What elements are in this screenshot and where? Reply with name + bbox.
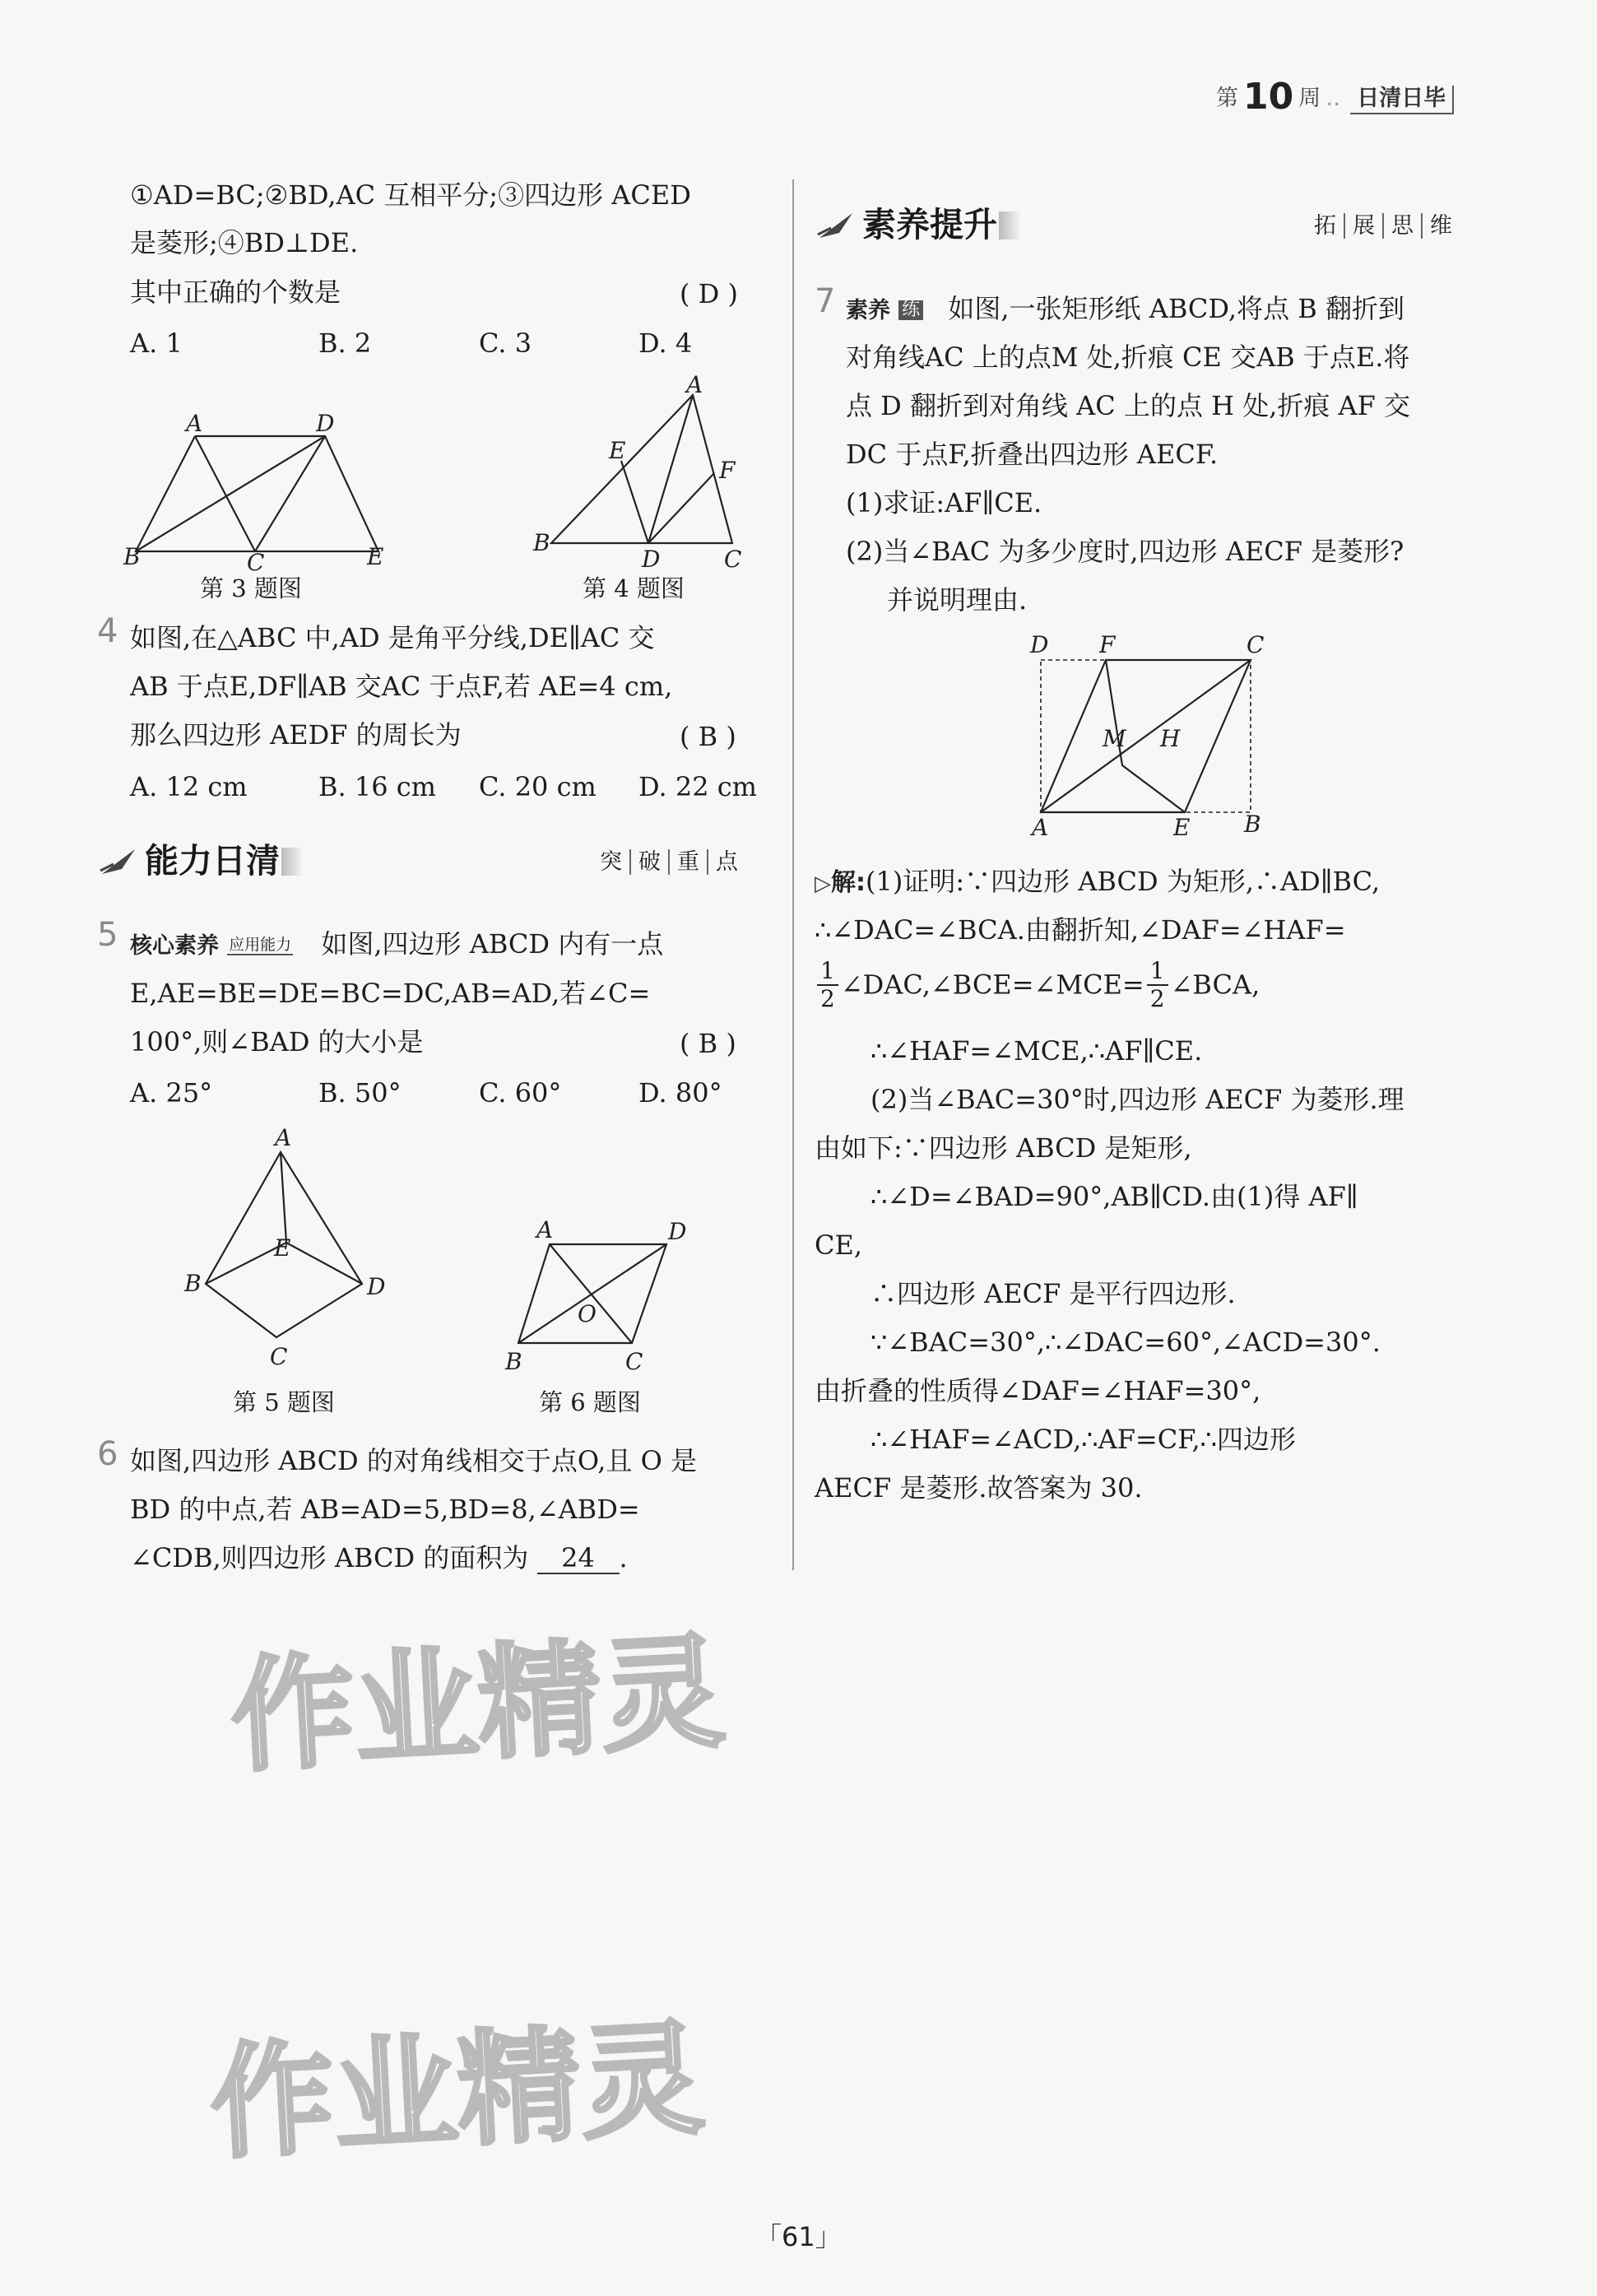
sub-char: 思	[1384, 213, 1423, 239]
figure-7	[1020, 630, 1275, 839]
q7-line3: 点 D 翻折到对角线 AC 上的点 H 处,折痕 AF 交	[846, 390, 1411, 421]
sub-char: 拓	[1307, 213, 1345, 239]
sub-char: 维	[1430, 213, 1452, 239]
q5-line3: 100°,则∠BAD 的大小是	[130, 1026, 424, 1057]
section-literacy	[815, 198, 1020, 246]
sub-char: 重	[670, 849, 708, 875]
fig7-label-m: M	[1103, 725, 1126, 752]
frac-den: 2	[820, 985, 835, 1012]
fig4-label-b: B	[533, 529, 550, 556]
fig3-label-d: D	[316, 411, 335, 437]
fraction-half	[817, 957, 838, 1012]
fig7-label-f: F	[1099, 631, 1116, 658]
q4-answer: ( B )	[680, 721, 736, 752]
q5-answer: ( B )	[680, 1028, 736, 1059]
solution-l2: ∴∠DAC=∠BCA.由翻折知,∠DAF=∠HAF=	[815, 914, 1346, 946]
q4-option-a: A. 12 cm	[130, 771, 248, 802]
q5-line1-wrap	[130, 930, 663, 959]
q7-sub2: (2)当∠BAC 为多少度时,四边形 AECF 是菱形?	[846, 536, 1404, 567]
title-shade	[999, 211, 1020, 239]
q3-stem: 其中正确的个数是	[130, 277, 341, 308]
q6-line3-wrap	[130, 1544, 628, 1574]
fraction-half	[1147, 957, 1168, 1012]
section-literacy-subtitle	[1307, 207, 1460, 239]
solution-l3a: ∠DAC,∠BCE=∠MCE=	[840, 969, 1144, 1001]
fig6-bd	[518, 1244, 666, 1343]
q7-line4: DC 于点F,折叠出四边形 AECF.	[846, 439, 1219, 470]
q5-option-d: D. 80°	[638, 1077, 722, 1108]
q3-answer: ( D )	[680, 278, 738, 309]
q4-line3: 那么四边形 AEDF 的周长为	[130, 719, 462, 751]
fig7-label-c: C	[1246, 631, 1265, 658]
q7-sub1: (1)求证:AF∥CE.	[846, 487, 1042, 518]
solution-l13: AECF 是菱形.故答案为 30.	[815, 1472, 1143, 1504]
solution-l7: ∴∠D=∠BAD=90°,AB∥CD.由(1)得 AF∥	[870, 1181, 1358, 1212]
solution-l3b: ∠BCA,	[1170, 969, 1260, 1001]
fig3-ac	[195, 436, 255, 551]
q5-option-c: C. 60°	[479, 1077, 562, 1108]
fig4-caption: 第 4 题图	[583, 574, 685, 602]
fig3-outline	[136, 436, 378, 551]
section-ability-subtitle	[592, 844, 745, 876]
q5-line1: 如图,四边形 ABCD 内有一点	[321, 928, 664, 960]
fig5-label-d: D	[367, 1273, 386, 1300]
fig4-label-d: D	[642, 546, 661, 572]
fig7-label-d: D	[1030, 631, 1049, 658]
fig7-ac	[1041, 660, 1251, 812]
fig4-ed	[621, 461, 648, 543]
page-header	[1216, 76, 1454, 118]
solution-l5: (2)当∠BAC=30°时,四边形 AECF 为菱形.理	[870, 1084, 1404, 1115]
q7-sub2b: 并说明理由.	[887, 584, 1028, 616]
q4-line1: 如图,在△ABC 中,AD 是角平分线,DE∥AC 交	[130, 622, 655, 653]
fig4-label-c: C	[724, 546, 742, 572]
q3-line2: 是菱形;④BD⊥DE.	[130, 227, 359, 258]
fig5-caption: 第 5 题图	[233, 1388, 335, 1416]
q6-line2: BD 的中点,若 AB=AD=5,BD=8,∠ABD=	[130, 1494, 640, 1525]
page-number: 「61」	[755, 2221, 842, 2252]
section-ability	[97, 834, 303, 882]
header-tag: 日清日毕	[1350, 86, 1454, 114]
q6-line1: 如图,四边形 ABCD 的对角线相交于点O,且 O 是	[130, 1445, 697, 1476]
fig7-label-e: E	[1173, 814, 1191, 839]
week-number: 10	[1243, 76, 1294, 118]
q4-option-c: C. 20 cm	[479, 771, 597, 802]
fig3-label-a: A	[186, 411, 203, 437]
q7-line1: 如图,一张矩形纸 ABCD,将点 B 翻折到	[948, 293, 1404, 324]
q6-number: 6	[97, 1435, 118, 1473]
figure-6	[494, 1210, 708, 1378]
q6-line3-pre: ∠CDB,则四边形 ABCD 的面积为	[130, 1542, 529, 1573]
q7-line1-wrap	[846, 295, 1404, 323]
solution-l4: ∴∠HAF=∠MCE,∴AF∥CE.	[870, 1035, 1203, 1067]
solution-line1	[815, 867, 1380, 896]
section-ability-title: 能力日清	[145, 841, 280, 881]
fig4-label-a: A	[686, 374, 703, 398]
fig5-label-e: E	[274, 1234, 291, 1262]
frac-num: 1	[1147, 960, 1168, 986]
q5-line2: E,AE=BE=DE=BC=DC,AB=AD,若∠C=	[130, 978, 651, 1009]
solution-l11: 由折叠的性质得∠DAF=∠HAF=30°,	[815, 1375, 1261, 1406]
sub-char: 破	[631, 849, 670, 875]
q5-option-b: B. 50°	[318, 1077, 402, 1108]
fig3-label-e: E	[367, 543, 384, 570]
column-divider	[792, 179, 794, 1570]
figure-4	[527, 374, 765, 572]
sub-char: 展	[1345, 213, 1384, 239]
feather-icon	[815, 210, 857, 241]
solution-label: 解:	[831, 868, 866, 897]
q3-option-b: B. 2	[318, 328, 372, 359]
fig3-dc	[255, 436, 325, 551]
q3-option-c: C. 3	[479, 328, 532, 359]
figure-3	[115, 411, 411, 576]
fig4-label-f: F	[719, 457, 736, 484]
sub-char: 点	[716, 849, 738, 875]
q7-line2: 对角线AC 上的点M 处,折痕 CE 交AB 于点E.将	[846, 342, 1410, 373]
frac-den: 2	[1149, 985, 1165, 1012]
fig6-label-a: A	[536, 1216, 554, 1243]
q3-option-a: A. 1	[130, 328, 183, 359]
fig5-label-a: A	[275, 1127, 292, 1151]
fig6-label-b: B	[505, 1348, 522, 1375]
section-literacy-title: 素养提升	[862, 205, 997, 244]
fig6-label-o: O	[578, 1300, 597, 1327]
q5-label: 核心素养	[130, 933, 219, 959]
q4-line2: AB 于点E,DF∥AB 交AC 于点F,若 AE=4 cm,	[130, 671, 673, 702]
solution-l8: CE,	[815, 1229, 863, 1261]
week-suffix: 周	[1298, 86, 1321, 111]
fig6-label-d: D	[668, 1218, 687, 1245]
solution-arrow-icon: ▷	[815, 871, 831, 896]
q5-chip: 应用能力	[229, 936, 292, 954]
figure-5	[173, 1127, 395, 1374]
q7-chip: 练	[898, 300, 923, 320]
fig3-label-b: B	[123, 543, 141, 570]
solution-l3	[815, 957, 1260, 1012]
watermark-1: 作业精灵	[227, 1620, 728, 1790]
fig6-label-c: C	[625, 1348, 643, 1375]
header-dots: ‥	[1325, 86, 1343, 111]
sub-char: 突	[592, 849, 631, 875]
fig6-caption: 第 6 题图	[539, 1388, 641, 1416]
fig3-label-c: C	[247, 549, 265, 576]
watermark-2: 作业精灵	[207, 2007, 708, 2177]
q5-number: 5	[97, 916, 118, 954]
title-shade	[281, 848, 303, 876]
fig4-label-e: E	[609, 437, 626, 464]
solution-l9: ∴四边形 AECF 是平行四边形.	[870, 1278, 1236, 1309]
q3-option-d: D. 4	[638, 328, 693, 359]
fig7-label-b: B	[1244, 811, 1261, 838]
q7-number: 7	[815, 282, 836, 320]
solution-l6: 由如下:∵四边形 ABCD 是矩形,	[815, 1132, 1192, 1164]
q5-option-a: A. 25°	[130, 1077, 213, 1108]
week-prefix: 第	[1216, 86, 1238, 111]
fig3-caption: 第 3 题图	[200, 574, 302, 602]
fig5-label-b: B	[184, 1270, 202, 1297]
fig3-bd	[136, 436, 325, 551]
fig7-label-a: A	[1032, 814, 1049, 839]
q6-line3-post: .	[619, 1542, 628, 1573]
q4-option-b: B. 16 cm	[318, 771, 437, 802]
fig7-label-h: H	[1160, 725, 1181, 752]
q4-number: 4	[97, 612, 118, 650]
fig5-ae	[281, 1152, 286, 1243]
q7-label: 素养	[846, 298, 890, 323]
fig5-label-c: C	[270, 1343, 288, 1370]
q3-line1: ①AD=BC;②BD,AC 互相平分;③四边形 ACED	[130, 179, 691, 211]
fig6-ac	[550, 1244, 632, 1343]
q6-answer-blank: 24	[537, 1544, 620, 1574]
solution-l1: (1)证明:∵四边形 ABCD 为矩形,∴AD∥BC,	[866, 866, 1381, 897]
solution-l12: ∴∠HAF=∠ACD,∴AF=CF,∴四边形	[870, 1424, 1297, 1455]
q4-option-d: D. 22 cm	[638, 771, 758, 802]
feather-icon	[97, 846, 140, 877]
frac-num: 1	[817, 960, 838, 986]
solution-l10: ∵∠BAC=30°,∴∠DAC=60°,∠ACD=30°.	[870, 1327, 1381, 1358]
